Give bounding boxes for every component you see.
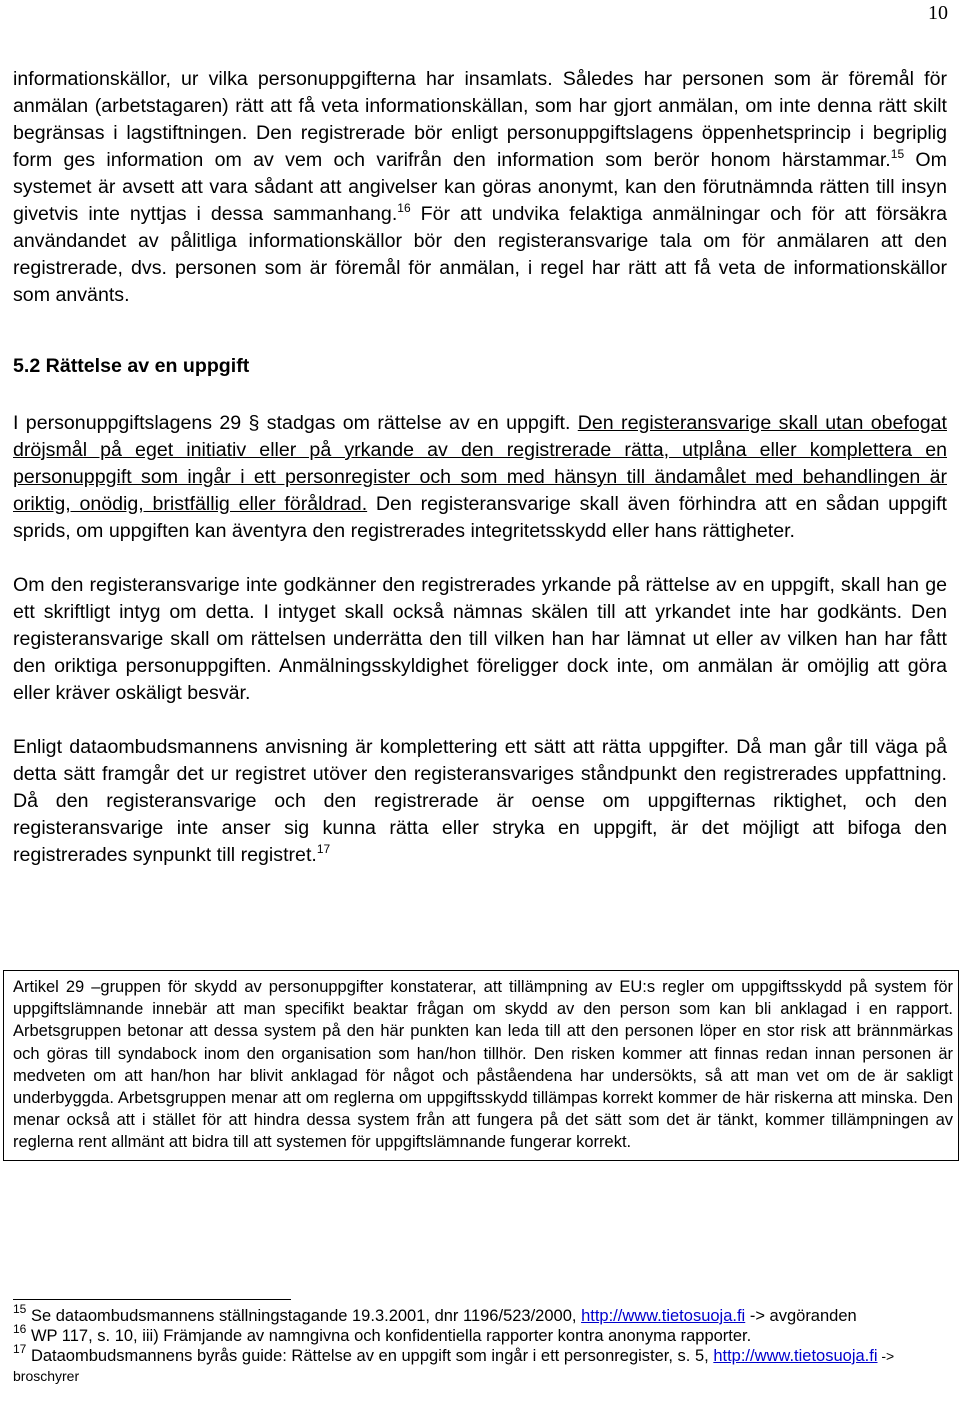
- footnote-ref-16[interactable]: 16: [397, 201, 411, 215]
- footnote-text: -> avgöranden: [745, 1307, 857, 1325]
- boxed-note: Artikel 29 –gruppen för skydd av personuppgifter konstaterar, att tillämpning av EU:s regler om uppgiftsskydd på system för uppgiftslämnande innebär att man specifikt beaktar frågan om skydd av den person som kan bli anklagad i en rapport. Arbetsgruppen betonar att dessa system på den här punkten kan leda till att den personen löper en stor risk att brännmärkas och göras till syndabock inom den organisation som han/hon tillhör. Den risken kommer att finnas redan innan personen är medveten om att han/hon har blivit anklagad för något och påståendena har undersökts, så att man vet om de är sakligt underbyggda. Arbetsgruppen menar att om reglerna om uppgiftsskydd tillämpas korrekt kommer de här riskerna att minska. Den menar också att i stället för att hindra dessa system från att fungera på det sätt som det är tänkt, kommer tillämpningen av reglerna rent allmänt att bidra till att systemen för uppgiftslämnande fungerar korrekt.: [3, 970, 959, 1161]
- paragraph-rattelse: [13, 410, 947, 545]
- footnote-text: Dataombudsmannens byrås guide: Rättelse av en uppgift som ingår i ett personregister, s. 5,: [26, 1347, 714, 1365]
- paragraph-text: Enligt dataombudsmannens anvisning är komplettering ett sätt att rätta uppgifter. Då man går till väga på detta sätt framgår det ur registret utöver den registeransvariges ståndpunkt den registrerades uppfattning. Då den registeransvarige och den registrerade är oense om uppgifternas riktighet, och den registeransvarige inte anser sig kunna rätta eller stryka en uppgift, är det möjligt att bifoga den registrerades synpunkt till registret.: [13, 736, 947, 866]
- paragraph-informationskallor: [13, 66, 947, 309]
- page-number: 10: [928, 2, 948, 24]
- footnote-ref-15[interactable]: 15: [890, 147, 905, 161]
- footnotes: [13, 1302, 947, 1386]
- footnote-divider: [13, 1299, 291, 1300]
- main-text: [13, 66, 947, 896]
- footnote-number: 15: [13, 1302, 27, 1316]
- section-heading: 5.2 Rättelse av en uppgift: [13, 355, 250, 377]
- paragraph-komplettering: [13, 734, 947, 869]
- footnote-link[interactable]: http://www.tietosuoja.fi: [581, 1307, 746, 1325]
- paragraph-text: Den registeransvarige skall även förhindra att en sådan uppgift sprids, om uppgiften kan äventyra den registrerades integritetsskydd eller hans rättigheter.: [13, 493, 947, 542]
- footnote-15: [13, 1302, 947, 1326]
- paragraph-intyg: Om den registeransvarige inte godkänner den registrerades yrkande på rättelse av en uppgift, skall han ge ett skriftligt intyg om detta. I intyget skall också nämnas skälen till att yrkandet inte har godkänts. Den registeransvarige skall om rättelsen underrätta den till vilken han har lämnat ut eller av vilken han har fått den oriktiga personuppgiften. Anmälningsskyldighet föreligger dock inte, om anmälan är omöjlig att göra eller kräver oskäligt besvär.: [13, 574, 947, 704]
- paragraph-text: För att undvika felaktiga anmälningar och för att försäkra användandet av pålitliga informationskällor bör den registeransvarige tala om för anmälaren att den registrerade, dvs. personen som är föremål för anmälan, i regel har rätt att få veta de informationskällor som använts.: [13, 203, 947, 306]
- footnote-link[interactable]: http://www.tietosuoja.fi: [713, 1347, 878, 1365]
- paragraph-text: informationskällor, ur vilka personuppgifterna har insamlats. Således har personen som är föremål för anmälan (arbetstagaren) rätt att få veta informationskällan, som har gjort anmälan, om inte denna rätt skilt begränsas i lagstiftningen. Den registrerade bör enligt personuppgiftslagens öppenhetsprincip i begriplig form ges information om av vem och varifrån den information som berör honom härstammar.: [13, 68, 947, 171]
- underlined-text: Den registeransvarige skall utan obefogat dröjsmål på eget initiativ eller på yrkande av den registrerade rätta, utplåna eller komplettera en personuppgift som ingår i ett personregister och som med hänsyn till ändamålet med behandlingen är oriktig, onödig, bristfällig eller föråldrad.: [13, 412, 947, 515]
- footnote-16: [13, 1322, 947, 1346]
- footnote-text: -> broschyrer: [13, 1348, 895, 1384]
- footnote-number: 17: [13, 1342, 27, 1356]
- footnote-17: [13, 1342, 947, 1386]
- footnote-number: 16: [13, 1322, 27, 1336]
- footnote-text: WP 117, s. 10, iii) Främjande av namngivna och konfidentiella rapporter kontra anonyma rapporter.: [26, 1327, 752, 1345]
- footnote-text: Se dataombudsmannens ställningstagande 19.3.2001, dnr 1196/523/2000,: [26, 1307, 582, 1325]
- paragraph-text: Om systemet är avsett att vara sådant att angivelser kan göras anonymt, kan den förutnämnda rätten till insyn givetvis inte nyttjas i dessa sammanhang.: [13, 149, 947, 225]
- paragraph-text: I personuppgiftslagens 29 § stadgas om rättelse av en uppgift.: [13, 412, 578, 434]
- footnote-ref-17[interactable]: 17: [316, 842, 331, 856]
